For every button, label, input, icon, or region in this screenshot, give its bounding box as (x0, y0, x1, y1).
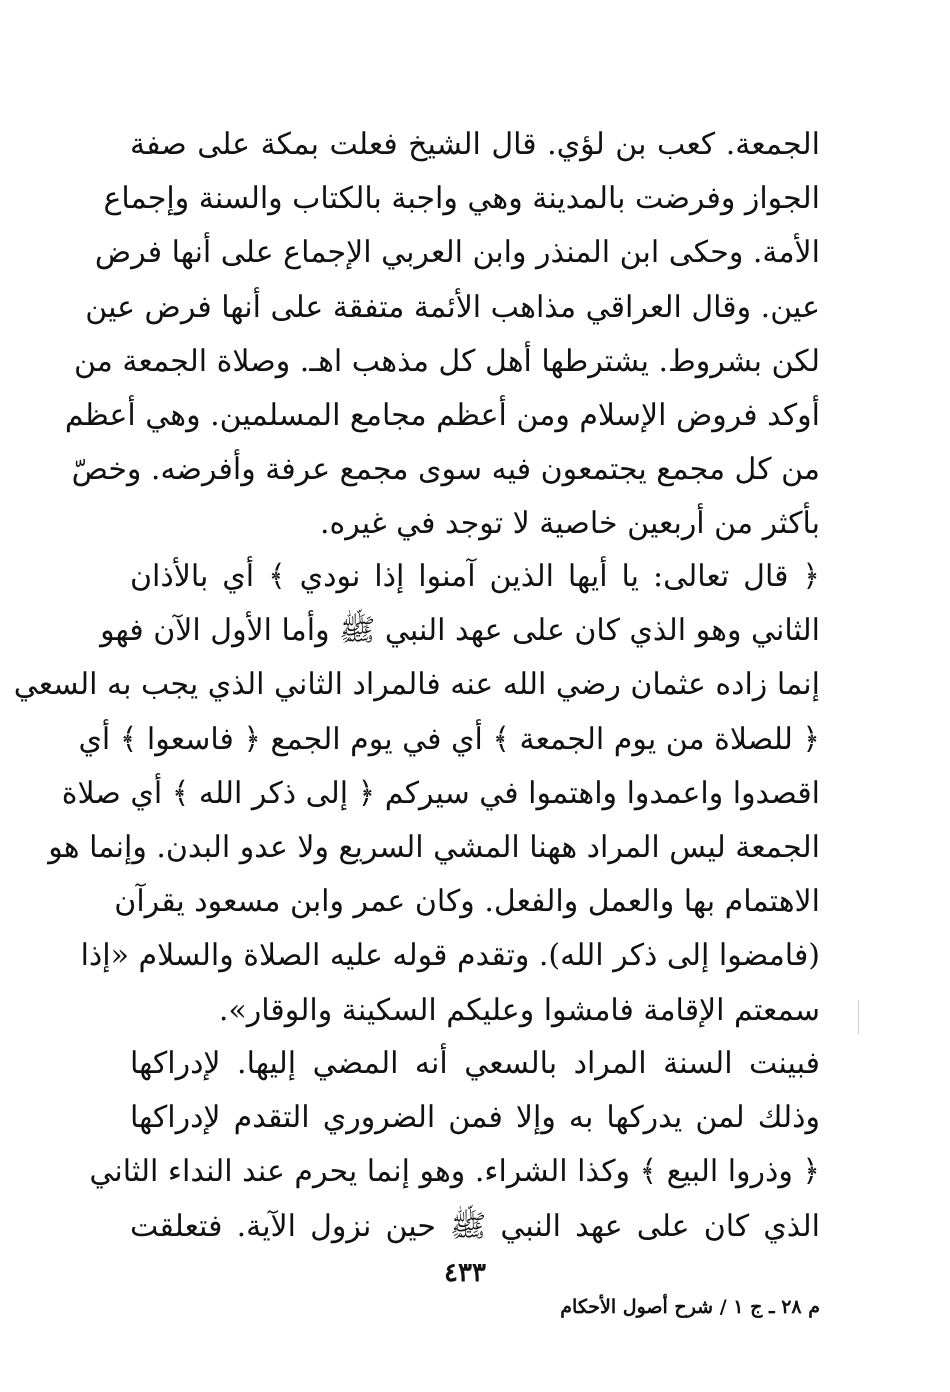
scan-edge-mark (858, 1000, 859, 1034)
text-line: لكن بشروط. يشترطها أهل كل مذهب اهـ. وصلاة الجمعة من (73, 343, 820, 379)
text-line: الثاني وهو الذي كان على عهد النبي ﷺ وأما الأول الآن فهو (100, 613, 820, 649)
paragraph-2 (13, 550, 821, 1038)
text-line: فبينت السنة المراد بالسعي أنه المضي إليها. لإدراكها (130, 1046, 820, 1081)
text-line: سمعتم الإقامة فامشوا وعليكم السكينة والوقار». (218, 992, 820, 1028)
text-line: ﴿ وذروا البيع ﴾ وكذا الشراء. وهو إنما يحرم عند النداء الثاني (89, 1154, 820, 1190)
text-line: من كل مجمع يجتمعون فيه سوى مجمع عرفة وأفرضه. وخصّ (71, 452, 820, 488)
text-line: الذي كان على عهد النبي ﷺ حين نزول الآية. فتعلقت (130, 1208, 820, 1244)
text-line: وذلك لمن يدركها به وإلا فمن الضروري التقدم لإدراكها (130, 1100, 820, 1136)
text-line: (فامضوا إلى ذكر الله). وتقدم قوله عليه الصلاة والسلام «إذا (80, 938, 820, 974)
text-line: ﴿ قال تعالى: يا أيها الذين آمنوا إذا نودي ﴾ أي بالأذان (130, 559, 821, 594)
printer-signature: م ٢٨ ـ ج ١ / شرح أصول الأحكام (560, 1296, 820, 1318)
text-line: عين. وقال العراقي مذاهب الأئمة متفقة على أنها فرض عين (85, 289, 820, 325)
text-line: بأكثر من أربعين خاصية لا توجد في غيره. (319, 506, 820, 542)
text-line: اقصدوا واعمدوا واهتموا في سيركم ﴿ إلى ذكر الله ﴾ أي صلاة (61, 775, 820, 811)
text-line: الجمعة. كعب بن لؤي. قال الشيخ فعلت بمكة على صفة (130, 127, 820, 162)
text-line: أوكد فروض الإسلام ومن أعظم مجامع المسلمين. وهي أعظم (64, 397, 820, 433)
text-line: إنما زاده عثمان رضي الله عنه فالمراد الثاني الذي يجب به السعي (13, 667, 820, 703)
text-line: ﴿ للصلاة من يوم الجمعة ﴾ أي في يوم الجمع ﴿ فاسعوا ﴾ أي (78, 721, 820, 757)
text-line: الجمعة ليس المراد ههنا المشي السريع ولا عدو البدن. وإنما هو (48, 829, 820, 865)
text-line: الاهتمام بها والعمل والفعل. وكان عمر وابن مسعود يقرآن (114, 884, 820, 920)
paragraph-3 (89, 1037, 820, 1254)
text-line: الجواز وفرضت بالمدينة وهي واجبة بالكتاب والسنة وإجماع (103, 181, 820, 217)
paragraph-1 (64, 118, 820, 552)
text-line: الأمة. وحكى ابن المنذر وابن العربي الإجماع على أنها فرض (94, 235, 820, 271)
page-number: ٤٣٣ (444, 1258, 486, 1288)
